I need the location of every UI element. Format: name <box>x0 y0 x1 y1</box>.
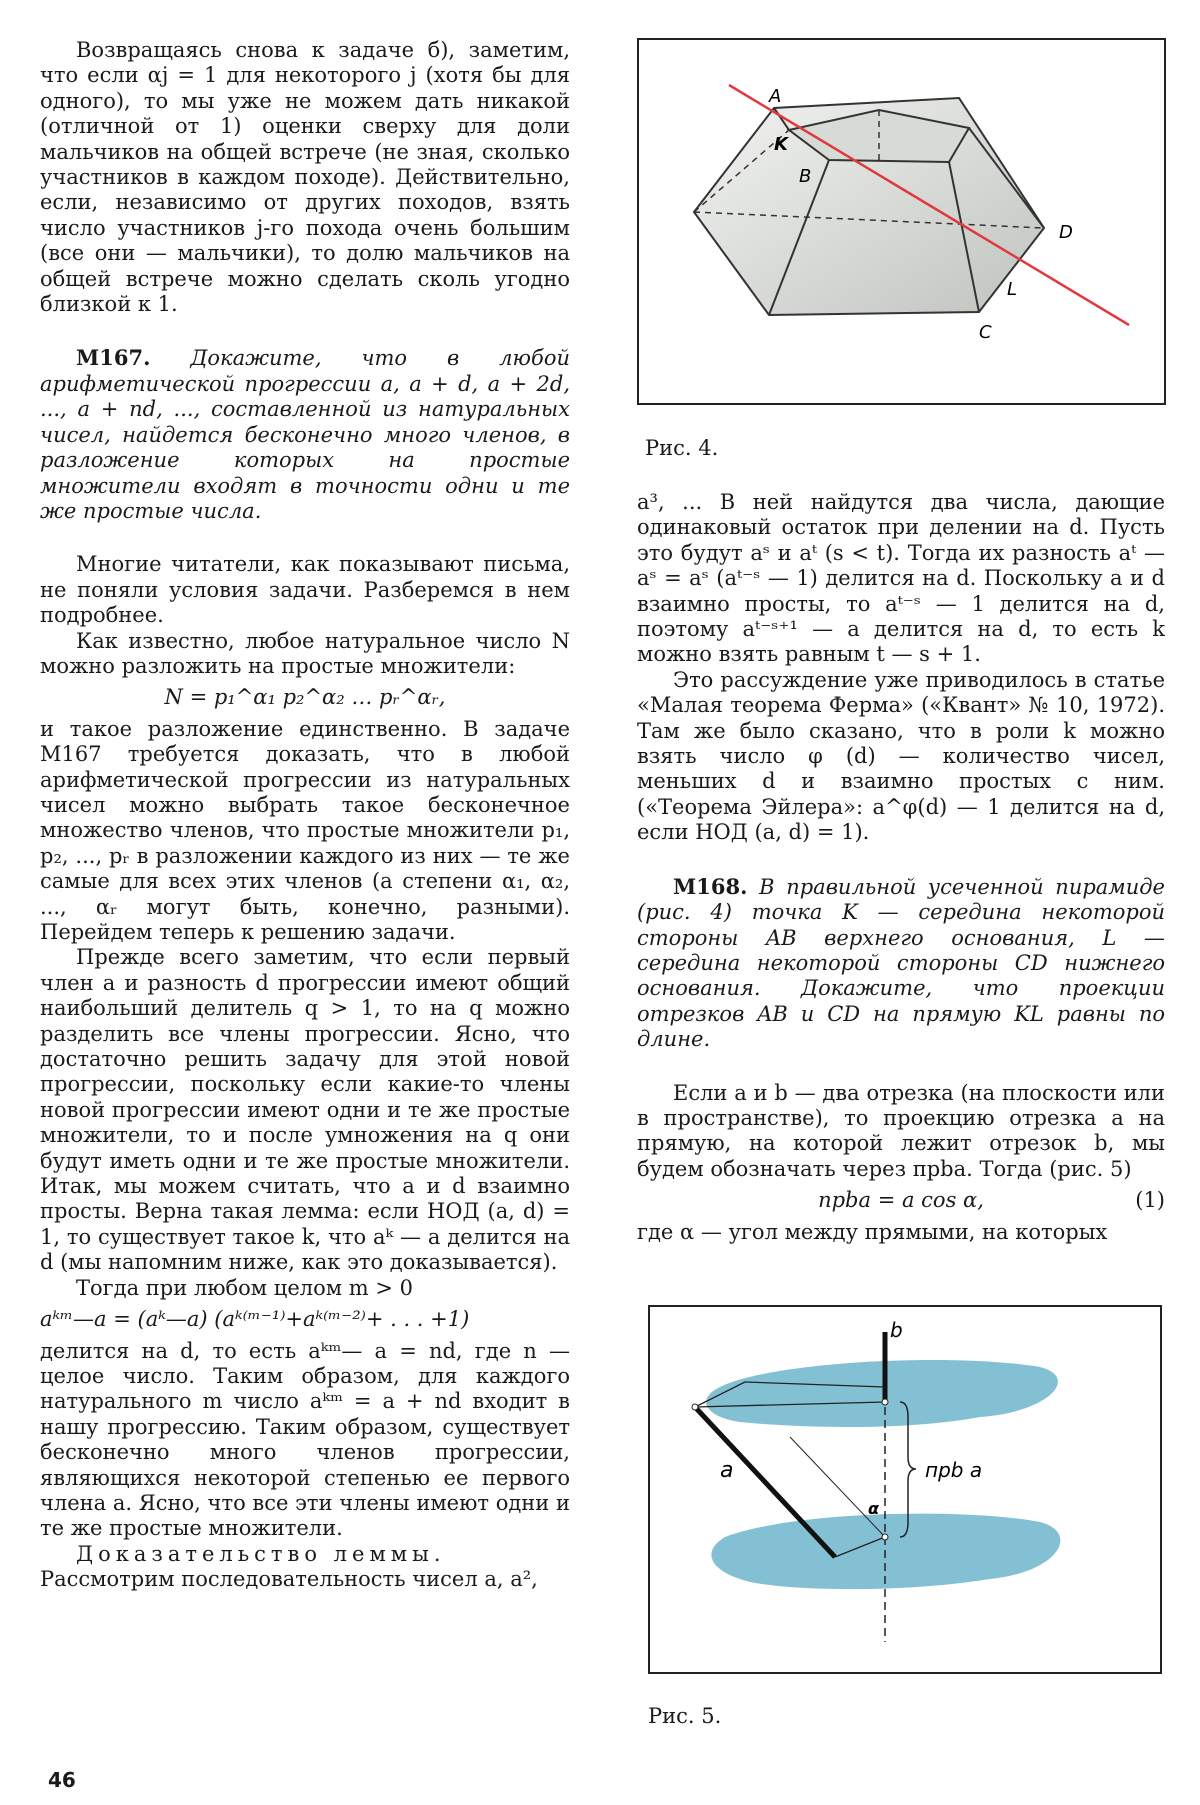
problem-label: М167. <box>76 345 151 371</box>
lower-plane <box>711 1514 1060 1590</box>
formula-identity: aᵏᵐ—a = (aᵏ—a) (aᵏ⁽ᵐ⁻¹⁾+aᵏ⁽ᵐ⁻²⁾+ . . . +1) <box>40 1307 470 1332</box>
paragraph: Как известно, любое натуральное число N можно разложить на простые множители: <box>40 628 570 678</box>
label-projection: прb a <box>925 1458 983 1482</box>
figure-4-caption: Рис. 4. <box>645 436 719 460</box>
figure-5 <box>648 1305 1162 1674</box>
label-k: K <box>774 134 788 155</box>
formula-factorization: N = p₁^α₁ p₂^α₂ … pᵣ^αᵣ, <box>164 685 446 710</box>
paragraph: Возвращаясь снова к задаче б), заметим, что если αj = 1 для некоторого j (хотя бы для одного), то мы уже не можем дать никакой (отличной от 1) оценки сверху для доли мальчиков на общей встрече (не зная, сколько участников в каждом походе). Действительно, если, независимо от других походов, взять число участников j-го похода очень большим (все они — мальчики), то долю мальчиков на общей встрече можно сделать сколь угодно близкой к 1. <box>40 38 570 317</box>
problem-text: В правильной усеченной пирамиде (рис. 4) точка K — середина некоторой стороны AB верхнего основания, L — середина некоторой стороны CD нижнего основания. Докажите, что проекции отрезков AB и CD на прямую KL равны по длине. <box>637 874 1165 1052</box>
upper-plane <box>706 1360 1058 1427</box>
problem-text: Докажите, что в любой арифметической прогрессии a, a + d, a + 2d, ..., a + nd, ..., составленной из натуральных чисел, найдется бесконечно много членов, в разложение которых на простые множители входят в точности одни и те же простые числа. <box>40 346 570 523</box>
paragraph: Рассмотрим последовательность чисел a, a², <box>40 1567 538 1592</box>
figure-4 <box>637 38 1166 405</box>
figure-5-caption: Рис. 5. <box>648 1704 722 1728</box>
paragraph: Прежде всего заметим, что если первый член a и разность d прогрессии имеют общий наибольший делитель q > 1, то на q можно разделить все члены прогрессии. Ясно, что достаточно решить задачу для этой новой прогрессии, поскольку если какие-то члены новой прогрессии имеют одни и те же простые множители, то и после умножения на q они будут иметь одни и те же простые множители. Итак, мы можем считать, что a и d взаимно просты. Верна такая лемма: если НОД (a, d) = 1, то существует такое k, что aᵏ — a делится на d (мы напомним ниже, как это доказывается). <box>40 945 570 1275</box>
page-number: 46 <box>48 1768 76 1792</box>
paragraph: где α — угол между прямыми, на которых <box>637 1219 1108 1244</box>
paragraph: Многие читатели, как показывают письма, не поняли условия задачи. Разберемся в нем подробнее. <box>40 552 570 628</box>
left-column <box>40 38 570 1593</box>
label-a: a <box>720 1458 734 1483</box>
label-d: D <box>1059 222 1073 243</box>
pyramid-diagram <box>639 40 1164 403</box>
paragraph: Это рассуждение уже приводилось в статье «Малая теорема Ферма» («Квант» № 10, 1972). Там же было сказано, что в роли k можно взять число φ (d) — количество чисел, меньших d и взаимно простых с ним. («Теорема Эйлера»: a^φ(d) — 1 делится на d, если НОД (a, d) = 1). <box>637 667 1165 845</box>
right-column <box>637 490 1165 1245</box>
paragraph: Если a и b — два отрезка (на плоскости или в пространстве), то проекцию отрезка a на прямую, на которой лежит отрезок b, мы будем обозначать через прbа. Тогда (рис. 5) <box>637 1080 1165 1181</box>
label-b: b <box>890 1318 903 1342</box>
formula-projection <box>637 1188 1165 1213</box>
proof-heading: Доказательство леммы. <box>76 1541 446 1566</box>
problem-m167 <box>40 345 570 524</box>
label-c: C <box>979 322 992 343</box>
label-a: A <box>769 86 782 107</box>
problem-label: М168. <box>673 873 748 899</box>
paragraph: Тогда при любом целом m > 0 <box>76 1275 413 1300</box>
paragraph: делится на d, то есть aᵏᵐ— a = nd, где n — целое число. Таким образом, для каждого натурального m число aᵏᵐ = a + nd входит в нашу прогрессию. Таким образом, существует бесконечно много членов прогрессии, являющихся некоторой степенью ее первого члена a. Ясно, что все эти члены имеют одни и те же простые множители. <box>40 1338 570 1541</box>
label-alpha: α <box>868 1499 879 1518</box>
label-b: B <box>799 166 812 187</box>
formula-number: (1) <box>1135 1188 1165 1213</box>
paragraph: и такое разложение единственно. В задаче М167 требуется доказать, что в любой арифметической прогрессии из натуральных чисел можно выбрать такое бесконечное множество членов, что простые множители p₁, p₂, ..., pᵣ в разложении каждого из них — те же самые для всех этих членов (а степени α₁, α₂, ..., αᵣ могут быть, конечно, разными). Перейдем теперь к решению задачи. <box>40 716 570 944</box>
problem-m168 <box>637 874 1165 1053</box>
formula-projection-text: прbа = a cos α, <box>818 1188 984 1213</box>
label-l: L <box>1007 279 1018 300</box>
paragraph: a³, ... В ней найдутся два числа, дающие одинаковый остаток при делении на d. Пусть это будут aˢ и aᵗ (s < t). Тогда их разность aᵗ — aˢ = aˢ (aᵗ⁻ˢ — 1) делится на d. Поскольку a и d взаимно просты, то aᵗ⁻ˢ — 1 делится на d, поэтому aᵗ⁻ˢ⁺¹ — a делится на d, то есть k можно взять равным t — s + 1. <box>637 490 1165 667</box>
projection-diagram <box>650 1307 1160 1672</box>
